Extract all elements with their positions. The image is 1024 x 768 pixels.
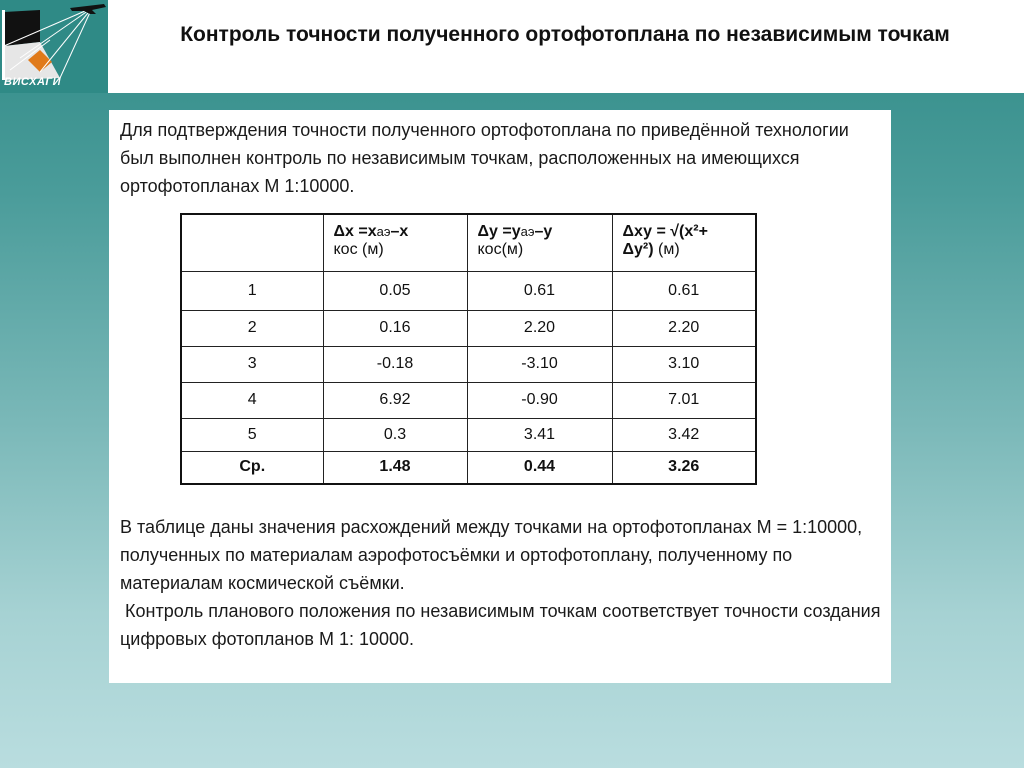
table-row: [181, 346, 756, 382]
average-dx: 1.48: [323, 451, 467, 484]
cell-dx: -0.18: [323, 346, 467, 382]
average-dxy: 3.26: [612, 451, 756, 484]
page-title: Контроль точности полученного ортофотоплана по независимым точкам: [180, 23, 950, 46]
cell-dy: 3.41: [467, 418, 612, 451]
table-row: [181, 418, 756, 451]
cell-dxy: 7.01: [612, 382, 756, 418]
average-dy: 0.44: [467, 451, 612, 484]
logo-text: ВИСХАГИ: [4, 76, 62, 88]
table-header-row: [181, 214, 756, 271]
cell-dx: 0.05: [323, 271, 467, 310]
cell-dx: 0.3: [323, 418, 467, 451]
header-cell-dxy: Δху = √(х²+ Δу²) (м): [612, 214, 756, 271]
table-row: [181, 271, 756, 310]
conclusion-paragraph: В таблице даны значения расхождений между точками на ортофотопланах М = 1:10000, полученных по материалам аэрофотосъёмки и ортофотоплану, полученному по материалам космической съёмки.: [120, 517, 863, 593]
row-number: 3: [181, 346, 323, 382]
table-row: [181, 382, 756, 418]
cell-dxy: 3.10: [612, 346, 756, 382]
row-number: 1: [181, 271, 323, 310]
cell-dxy: 0.61: [612, 271, 756, 310]
row-number: 5: [181, 418, 323, 451]
conclusion-text: [120, 513, 885, 653]
cell-dxy: 3.42: [612, 418, 756, 451]
row-number: 2: [181, 310, 323, 346]
cell-dx: 6.92: [323, 382, 467, 418]
cell-dx: 0.16: [323, 310, 467, 346]
row-number: 4: [181, 382, 323, 418]
cell-dy: -3.10: [467, 346, 612, 382]
table-average-row: [181, 451, 756, 484]
header-cell-dx: Δх =хаэ–х кос (м): [323, 214, 467, 271]
logo: [0, 0, 108, 93]
intro-paragraph: Для подтверждения точности полученного ортофотоплана по приведённой технологии был выполнен контроль по независимым точкам, расположенных на имеющихся ортофотопланах М 1:10000.: [120, 120, 849, 196]
header-cell-number: [181, 214, 323, 271]
header: [0, 0, 1024, 93]
cell-dxy: 2.20: [612, 310, 756, 346]
cell-dy: -0.90: [467, 382, 612, 418]
cell-dy: 0.61: [467, 271, 612, 310]
conclusion-paragraph: Контроль планового положения по независимым точкам соответствует точности создания цифровых фотопланов М 1: 10000.: [120, 601, 886, 649]
average-label: Ср.: [181, 451, 323, 484]
cell-dy: 2.20: [467, 310, 612, 346]
accuracy-table: [180, 213, 757, 485]
header-cell-dy: Δу =уаэ–у кос(м): [467, 214, 612, 271]
table-row: [181, 310, 756, 346]
content-panel: [109, 110, 891, 683]
